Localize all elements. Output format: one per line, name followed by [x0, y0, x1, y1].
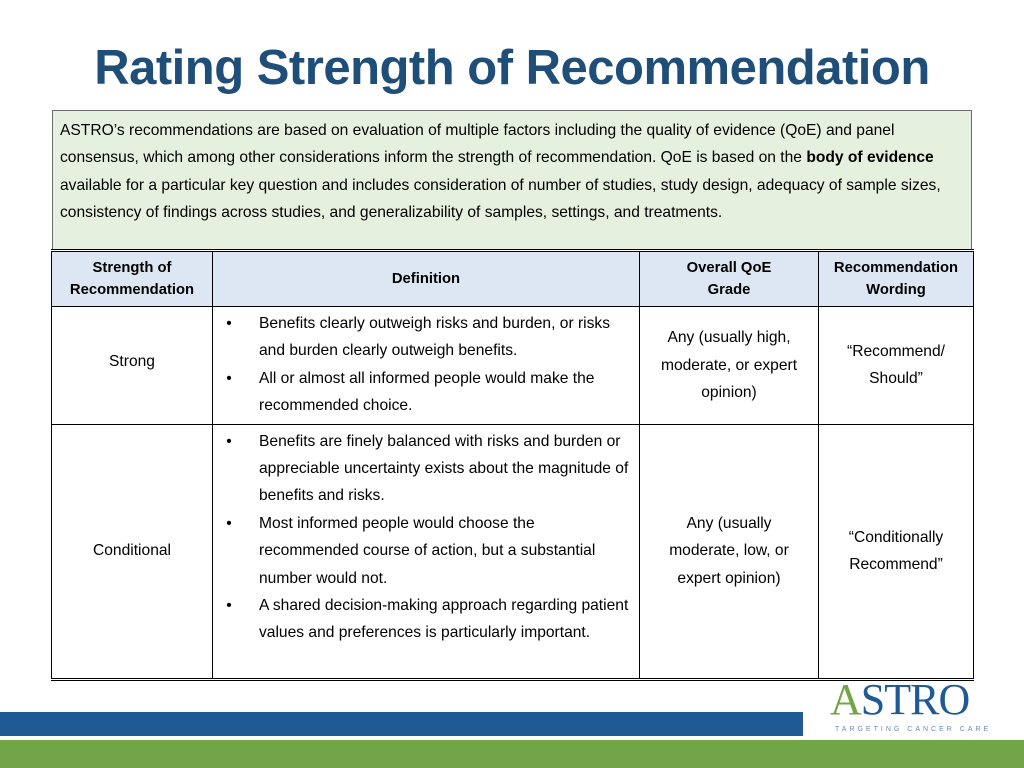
logo-tagline: TARGETING CANCER CARE — [835, 726, 992, 733]
bullet-icon: • — [226, 514, 232, 532]
astro-logo — [830, 676, 990, 736]
wording-cell: “Recommend/ Should” — [819, 307, 974, 425]
qoe-cell: Any (usually high, moderate, or expert opinion) — [640, 307, 819, 425]
logo-wordmark — [830, 676, 969, 724]
header-wording-line2: Wording — [866, 282, 926, 298]
bullet-icon: • — [226, 315, 232, 332]
definition-text: Benefits clearly outweigh risks and burden, or risks and burden clearly outweigh benefits. — [259, 315, 611, 360]
definition-text: Most informed people would choose the recommended course of action, but a substantial number would not. — [259, 514, 596, 587]
header-definition: Definition — [213, 251, 640, 307]
intro-text-bold: body of evidence — [806, 149, 934, 167]
table-row-conditional — [52, 424, 974, 679]
strength-cell: Conditional — [52, 424, 213, 679]
table-header-row — [52, 251, 974, 307]
list-item — [213, 310, 633, 365]
strength-cell: Strong — [52, 307, 213, 425]
recommendation-table — [51, 249, 974, 681]
wording-cell: “Conditionally Recommend” — [819, 424, 974, 679]
bullet-icon: • — [226, 369, 232, 387]
list-item — [213, 428, 633, 510]
logo-letters-rest: STRO — [860, 675, 970, 724]
header-qoe — [640, 251, 819, 307]
list-item — [213, 510, 633, 592]
header-strength-line1: Strength of — [92, 260, 172, 276]
definition-text: Benefits are finely balanced with risks and burden or appreciable uncertainty exists about the magnitude of benefits and risks. — [259, 432, 629, 505]
intro-text-before: ASTRO’s recommendations are based on evaluation of multiple factors including the quality of evidence (QoE) and panel consensus, which among other considerations inform the strength of recommendation. QoE is based on the — [60, 122, 895, 167]
logo-letter-a: A — [830, 675, 861, 724]
definition-cell — [213, 307, 640, 425]
bullet-icon: • — [226, 597, 232, 615]
header-qoe-line2: Grade — [707, 282, 751, 298]
definition-text: A shared decision-making approach regarding patient values and preferences is particularly important. — [259, 597, 629, 642]
qoe-cell: Any (usually moderate, low, or expert opinion) — [640, 424, 819, 679]
list-item — [213, 365, 633, 420]
footer-bar-blue — [0, 712, 803, 736]
footer-bar-green — [0, 740, 1024, 768]
definition-cell — [213, 424, 640, 679]
header-strength-line2: Recommendation — [69, 282, 195, 298]
header-wording-line1: Recommendation — [833, 260, 959, 276]
intro-box — [52, 110, 972, 250]
intro-text-after: available for a particular key question and includes consideration of number of studies, study design, adequacy of sample sizes, consistency of findings across studies, and generalizability of samples, settings, and treatments. — [60, 176, 941, 222]
list-item — [213, 592, 633, 647]
header-wording — [819, 251, 974, 307]
bullet-icon: • — [226, 432, 232, 450]
header-qoe-line1: Overall QoE — [686, 260, 772, 276]
header-strength — [52, 251, 213, 307]
table-row-strong — [52, 307, 974, 425]
definition-text: All or almost all informed people would make the recommended choice. — [259, 369, 595, 415]
slide-title: Rating Strength of Recommendation — [94, 41, 930, 95]
